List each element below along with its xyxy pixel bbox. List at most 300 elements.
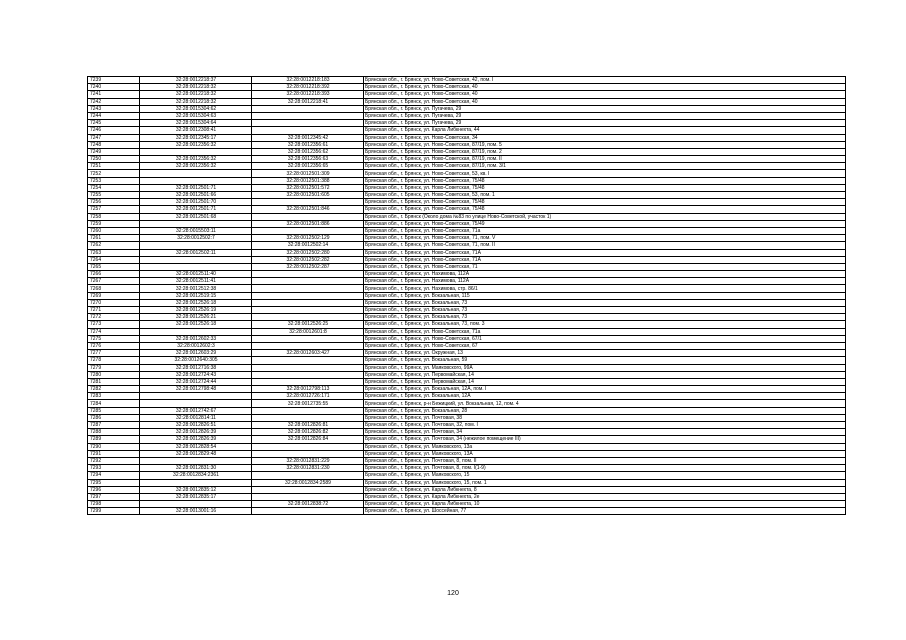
table-row: [88, 342, 846, 349]
table-row: [88, 278, 846, 285]
parcel-cadastral-number-cell: [140, 263, 252, 270]
table-row: [88, 285, 846, 292]
table-row: [88, 263, 846, 270]
table-row: [88, 192, 846, 199]
table-row: [88, 350, 846, 357]
parcel-cadastral-number-cell: 32:28:0012356:32: [140, 163, 252, 170]
row-number-cell: 7250: [88, 156, 140, 163]
table-row: [88, 141, 846, 148]
row-number-cell: 7252: [88, 170, 140, 177]
object-cadastral-number-cell: 32:28:0012603:427: [252, 350, 364, 357]
parcel-cadastral-number-cell: 32:28:0012502:7: [140, 235, 252, 242]
row-number-cell: 7290: [88, 443, 140, 450]
address-cell: Брянская обл., г. Брянск, ул. Первомайская, 14: [364, 378, 846, 385]
object-cadastral-number-cell: 32:28:0012834:2589: [252, 479, 364, 486]
parcel-cadastral-number-cell: 32:28:0015304:64: [140, 120, 252, 127]
address-cell: Брянская обл., г. Брянск, ул. Почтовая, 38: [364, 414, 846, 421]
parcel-cadastral-number-cell: [140, 148, 252, 155]
row-number-cell: 7297: [88, 493, 140, 500]
parcel-cadastral-number-cell: 32:28:0013001:16: [140, 508, 252, 515]
object-cadastral-number-cell: [252, 378, 364, 385]
row-number-cell: 7267: [88, 278, 140, 285]
row-number-cell: 7255: [88, 192, 140, 199]
row-number-cell: 7270: [88, 299, 140, 306]
address-cell: Брянская обл., г. Брянск, ул. Маяковского, 15, пом. 1: [364, 479, 846, 486]
address-cell: Брянская обл., г. Брянск, ул. Вокзальная, 28: [364, 407, 846, 414]
table-row: [88, 220, 846, 227]
parcel-cadastral-number-cell: 32:28:0012218:32: [140, 98, 252, 105]
parcel-cadastral-number-cell: 32:28:0012502:11: [140, 249, 252, 256]
object-cadastral-number-cell: 32:28:0012501:309: [252, 170, 364, 177]
row-number-cell: 7274: [88, 328, 140, 335]
table-row: [88, 335, 846, 342]
table-row: [88, 508, 846, 515]
address-cell: Брянская обл., г. Брянск, ул. Ново-Советская, 40: [364, 98, 846, 105]
object-cadastral-number-cell: 32:28:0012526:25: [252, 321, 364, 328]
table-row: [88, 170, 846, 177]
row-number-cell: 7294: [88, 472, 140, 479]
object-cadastral-number-cell: 32:28:0012218:183: [252, 77, 364, 84]
address-cell: Брянская обл., г. Брянск, ул. Ново-Советская, 75/49: [364, 220, 846, 227]
object-cadastral-number-cell: [252, 112, 364, 119]
parcel-cadastral-number-cell: 32:28:0012519:15: [140, 292, 252, 299]
table-row: [88, 184, 846, 191]
object-cadastral-number-cell: 32:28:0012502:129: [252, 235, 364, 242]
parcel-cadastral-number-cell: 32:28:0012526:21: [140, 314, 252, 321]
parcel-cadastral-number-cell: 32:28:0015304:62: [140, 105, 252, 112]
address-cell: Брянская обл., г. Брянск, ул. Карла Либкнехта, 44: [364, 127, 846, 134]
address-cell: Брянская обл., г. Брянск, ул. Ново-Советская, 71А: [364, 249, 846, 256]
table-row: [88, 407, 846, 414]
object-cadastral-number-cell: 32:28:0012218:393: [252, 91, 364, 98]
address-cell: Брянская обл., г. Брянск, ул. Почтовая, 32, пом. I: [364, 422, 846, 429]
table-row: [88, 371, 846, 378]
row-number-cell: 7259: [88, 220, 140, 227]
address-cell: Брянская обл., г. Брянск, ул. Первомайская, 14: [364, 371, 846, 378]
address-cell: Брянская обл., г. Брянск, ул. Почтовая, 34 (нежилое помещение III): [364, 436, 846, 443]
row-number-cell: 7256: [88, 199, 140, 206]
parcel-cadastral-number-cell: [140, 501, 252, 508]
row-number-cell: 7295: [88, 479, 140, 486]
table-row: [88, 321, 846, 328]
address-cell: Брянская обл., г. Брянск, ул. Ново-Советская, 34: [364, 134, 846, 141]
parcel-cadastral-number-cell: 32:28:0012828:54: [140, 443, 252, 450]
table-row: [88, 393, 846, 400]
object-cadastral-number-cell: 32:28:0012826:81: [252, 422, 364, 429]
object-cadastral-number-cell: [252, 335, 364, 342]
row-number-cell: 7254: [88, 184, 140, 191]
row-number-cell: 7263: [88, 249, 140, 256]
address-cell: Брянская обл., г. Брянск, ул. Ново-Советская, 87/19, пом. 2: [364, 148, 846, 155]
table-row: [88, 156, 846, 163]
object-cadastral-number-cell: 32:28:0012501:605: [252, 192, 364, 199]
table-row: [88, 443, 846, 450]
object-cadastral-number-cell: 32:28:0012501:572: [252, 184, 364, 191]
parcel-cadastral-number-cell: 32:28:0012526:19: [140, 307, 252, 314]
row-number-cell: 7240: [88, 84, 140, 91]
parcel-cadastral-number-cell: 32:28:0012602:3: [140, 342, 252, 349]
parcel-cadastral-number-cell: [140, 328, 252, 335]
parcel-cadastral-number-cell: 32:28:0012512:38: [140, 285, 252, 292]
address-cell: Брянская обл., г. Брянск, ул. Вокзальная, 73: [364, 299, 846, 306]
parcel-cadastral-number-cell: 32:28:0012218:32: [140, 84, 252, 91]
table-row: [88, 314, 846, 321]
row-number-cell: 7248: [88, 141, 140, 148]
address-cell: Брянская обл., г. Брянск, ул. Ново-Советская, 67/1: [364, 335, 846, 342]
table-row: [88, 163, 846, 170]
address-cell: Брянская обл., г. Брянск, ул. Нахимова, 112А: [364, 271, 846, 278]
parcel-cadastral-number-cell: 32:28:0012501:68: [140, 213, 252, 220]
registry-table: [87, 76, 846, 515]
address-cell: Брянская обл., г. Брянск, ул. Маяковского, 13а: [364, 443, 846, 450]
parcel-cadastral-number-cell: 32:28:0015503:11: [140, 227, 252, 234]
row-number-cell: 7251: [88, 163, 140, 170]
object-cadastral-number-cell: [252, 285, 364, 292]
parcel-cadastral-number-cell: 32:28:0012345:17: [140, 134, 252, 141]
parcel-cadastral-number-cell: [140, 256, 252, 263]
object-cadastral-number-cell: 32:28:0012798:113: [252, 386, 364, 393]
parcel-cadastral-number-cell: 32:28:0012218:37: [140, 77, 252, 84]
address-cell: Брянская обл., г. Брянск, ул. Вокзальная, 73: [364, 307, 846, 314]
table-row: [88, 77, 846, 84]
parcel-cadastral-number-cell: 32:28:0012826:39: [140, 436, 252, 443]
parcel-cadastral-number-cell: [140, 393, 252, 400]
row-number-cell: 7285: [88, 407, 140, 414]
row-number-cell: 7241: [88, 91, 140, 98]
parcel-cadastral-number-cell: 32:28:0012814:11: [140, 414, 252, 421]
row-number-cell: 7273: [88, 321, 140, 328]
table-row: [88, 235, 846, 242]
table-row: [88, 400, 846, 407]
object-cadastral-number-cell: [252, 227, 364, 234]
object-cadastral-number-cell: 32:28:0012502:287: [252, 263, 364, 270]
row-number-cell: 7282: [88, 386, 140, 393]
row-number-cell: 7253: [88, 177, 140, 184]
object-cadastral-number-cell: 32:28:0012826:84: [252, 436, 364, 443]
object-cadastral-number-cell: 32:28:0012726:171: [252, 393, 364, 400]
row-number-cell: 7277: [88, 350, 140, 357]
parcel-cadastral-number-cell: 32:28:0012829:48: [140, 450, 252, 457]
object-cadastral-number-cell: [252, 314, 364, 321]
address-cell: Брянская обл., г. Брянск, ул. Ново-Советская, 87/19, пом. 3/1: [364, 163, 846, 170]
address-cell: Брянская обл., г. Брянск, ул. Вокзальная, 59: [364, 357, 846, 364]
address-cell: Брянская обл., г. Брянск, ул. Ново-Советская, 75/48: [364, 184, 846, 191]
object-cadastral-number-cell: 32:28:0012831:230: [252, 465, 364, 472]
object-cadastral-number-cell: 32:28:0012502:14: [252, 242, 364, 249]
parcel-cadastral-number-cell: 32:28:0012603:29: [140, 350, 252, 357]
object-cadastral-number-cell: [252, 278, 364, 285]
address-cell: Брянская обл., г. Брянск, ул. Почтовая, 34: [364, 429, 846, 436]
row-number-cell: 7288: [88, 429, 140, 436]
object-cadastral-number-cell: 32:28:0012345:42: [252, 134, 364, 141]
row-number-cell: 7291: [88, 450, 140, 457]
object-cadastral-number-cell: 32:28:0012218:392: [252, 84, 364, 91]
address-cell: Брянская обл., г. Брянск, ул. Ново-Советская, 71а: [364, 328, 846, 335]
row-number-cell: 7292: [88, 457, 140, 464]
row-number-cell: 7265: [88, 263, 140, 270]
row-number-cell: 7296: [88, 486, 140, 493]
parcel-cadastral-number-cell: 32:28:0012218:32: [140, 91, 252, 98]
row-number-cell: 7258: [88, 213, 140, 220]
table-row: [88, 84, 846, 91]
parcel-cadastral-number-cell: 32:28:0012798:48: [140, 386, 252, 393]
object-cadastral-number-cell: 32:28:0012356:61: [252, 141, 364, 148]
address-cell: Брянская обл., г. Брянск, ул. Ново-Советская, 75/48: [364, 206, 846, 213]
address-cell: Брянская обл., г. Брянск, ул. Почтовая, 8, пом. II: [364, 457, 846, 464]
address-cell: Брянская обл., г. Брянск, ул. Ново-Советская, 87/19, пом. 5: [364, 141, 846, 148]
table-row: [88, 364, 846, 371]
object-cadastral-number-cell: 32:28:0012601:8: [252, 328, 364, 335]
parcel-cadastral-number-cell: 32:28:0012501:71: [140, 184, 252, 191]
parcel-cadastral-number-cell: 32:28:0012834:2361: [140, 472, 252, 479]
row-number-cell: 7268: [88, 285, 140, 292]
object-cadastral-number-cell: [252, 213, 364, 220]
table-row: [88, 501, 846, 508]
object-cadastral-number-cell: [252, 307, 364, 314]
object-cadastral-number-cell: [252, 292, 364, 299]
row-number-cell: 7266: [88, 271, 140, 278]
address-cell: Брянская обл., г. Брянск, ул. Шоссейная, 77: [364, 508, 846, 515]
parcel-cadastral-number-cell: 32:28:0012501:66: [140, 192, 252, 199]
parcel-cadastral-number-cell: 32:28:0015304:63: [140, 112, 252, 119]
table-row: [88, 206, 846, 213]
object-cadastral-number-cell: 32:28:0012356:62: [252, 148, 364, 155]
address-cell: Брянская обл., г. Брянск, ул. Карла Либкнехта, 10: [364, 501, 846, 508]
table-row: [88, 493, 846, 500]
row-number-cell: 7281: [88, 378, 140, 385]
parcel-cadastral-number-cell: 32:28:0012602:33: [140, 335, 252, 342]
address-cell: Брянская обл., г. Брянск, ул. Маяковского, 13А: [364, 450, 846, 457]
row-number-cell: 7289: [88, 436, 140, 443]
table-row: [88, 450, 846, 457]
row-number-cell: 7284: [88, 400, 140, 407]
row-number-cell: 7257: [88, 206, 140, 213]
row-number-cell: 7287: [88, 422, 140, 429]
object-cadastral-number-cell: [252, 407, 364, 414]
address-cell: Брянская обл., г. Брянск, ул. Карла Либкнехта, 2е: [364, 493, 846, 500]
row-number-cell: 7264: [88, 256, 140, 263]
address-cell: Брянская обл., г. Брянск, ул. Почтовая, 8, пом. I(1-9): [364, 465, 846, 472]
object-cadastral-number-cell: 32:28:0012831:229: [252, 457, 364, 464]
row-number-cell: 7261: [88, 235, 140, 242]
address-cell: Брянская обл., г. Брянск, ул. Ново-Советская, 71А: [364, 256, 846, 263]
address-cell: Брянская обл., г. Брянск, ул. Ново-Советская, 87/19, пом. II: [364, 156, 846, 163]
object-cadastral-number-cell: 32:28:0012501:846: [252, 206, 364, 213]
row-number-cell: 7247: [88, 134, 140, 141]
address-cell: Брянская обл., г. Брянск, ул. Ново-Советская, 71, пом. V: [364, 235, 846, 242]
object-cadastral-number-cell: [252, 450, 364, 457]
row-number-cell: 7286: [88, 414, 140, 421]
row-number-cell: 7262: [88, 242, 140, 249]
table-row: [88, 328, 846, 335]
parcel-cadastral-number-cell: 32:28:0012526:18: [140, 321, 252, 328]
parcel-cadastral-number-cell: 32:28:0012308:41: [140, 127, 252, 134]
object-cadastral-number-cell: 32:28:0012501:388: [252, 177, 364, 184]
table-row: [88, 120, 846, 127]
parcel-cadastral-number-cell: 32:28:0012356:32: [140, 156, 252, 163]
table-row: [88, 422, 846, 429]
parcel-cadastral-number-cell: 32:28:0012724:44: [140, 378, 252, 385]
parcel-cadastral-number-cell: 32:28:0012724:43: [140, 371, 252, 378]
row-number-cell: 7271: [88, 307, 140, 314]
object-cadastral-number-cell: 32:28:0012502:282: [252, 256, 364, 263]
parcel-cadastral-number-cell: 32:28:0012501:71: [140, 206, 252, 213]
parcel-cadastral-number-cell: 32:28:0012511:40: [140, 271, 252, 278]
address-cell: Брянская обл., г. Брянск, ул. Маяковского, 99А: [364, 364, 846, 371]
row-number-cell: 7269: [88, 292, 140, 299]
address-cell: Брянская обл., г. Брянск, ул. Пугачева, 29: [364, 120, 846, 127]
parcel-cadastral-number-cell: 32:28:0012831:30: [140, 465, 252, 472]
table-row: [88, 292, 846, 299]
object-cadastral-number-cell: [252, 472, 364, 479]
object-cadastral-number-cell: [252, 371, 364, 378]
object-cadastral-number-cell: [252, 271, 364, 278]
table-row: [88, 227, 846, 234]
address-cell: Брянская обл., г. Брянск, ул. Маяковского, 15: [364, 472, 846, 479]
row-number-cell: 7275: [88, 335, 140, 342]
address-cell: Брянская обл., г. Брянск, ул. Ново-Советская, 75/48: [364, 177, 846, 184]
object-cadastral-number-cell: [252, 486, 364, 493]
address-cell: Брянская обл., г. Брянск, ул. Вокзальная, 73, пом. 3: [364, 321, 846, 328]
table-row: [88, 112, 846, 119]
table-row: [88, 148, 846, 155]
table-row: [88, 134, 846, 141]
address-cell: Брянская обл., г. Брянск, ул. Ново-Советская, 42, пом. I: [364, 77, 846, 84]
object-cadastral-number-cell: [252, 105, 364, 112]
table-row: [88, 357, 846, 364]
table-row: [88, 177, 846, 184]
address-cell: Брянская обл., г. Брянск, ул. Ново-Советская, 53, пом. 1: [364, 192, 846, 199]
object-cadastral-number-cell: [252, 443, 364, 450]
parcel-cadastral-number-cell: 32:28:0012356:32: [140, 141, 252, 148]
table-row: [88, 378, 846, 385]
table-row: [88, 199, 846, 206]
object-cadastral-number-cell: 32:28:0012826:82: [252, 429, 364, 436]
page-number: 120: [447, 590, 459, 597]
table-row: [88, 271, 846, 278]
object-cadastral-number-cell: 32:28:0012735:55: [252, 400, 364, 407]
address-cell: Брянская обл., г. Брянск, ул. Вокзальная, 12А: [364, 393, 846, 400]
table-row: [88, 213, 846, 220]
table-row: [88, 98, 846, 105]
object-cadastral-number-cell: 32:28:0012356:63: [252, 156, 364, 163]
row-number-cell: 7293: [88, 465, 140, 472]
address-cell: Брянская обл., г. Брянск, ул. Ново-Советская, 40: [364, 84, 846, 91]
parcel-cadastral-number-cell: [140, 457, 252, 464]
object-cadastral-number-cell: [252, 493, 364, 500]
row-number-cell: 7280: [88, 371, 140, 378]
address-cell: Брянская обл., г. Брянск, ул. Нахимова, стр. 86/1: [364, 285, 846, 292]
registry-table-body: [88, 77, 846, 515]
row-number-cell: 7279: [88, 364, 140, 371]
row-number-cell: 7299: [88, 508, 140, 515]
row-number-cell: 7298: [88, 501, 140, 508]
parcel-cadastral-number-cell: 32:28:0012640:305: [140, 357, 252, 364]
object-cadastral-number-cell: [252, 299, 364, 306]
row-number-cell: 7272: [88, 314, 140, 321]
address-cell: Брянская обл., г. Брянск, ул. Ново-Советская, 40: [364, 91, 846, 98]
address-cell: Брянская обл., г. Брянск, ул. Окружная, 13: [364, 350, 846, 357]
address-cell: Брянская обл., г. Брянск (Около дома №83 по улице Ново-Советской, участок 1): [364, 213, 846, 220]
object-cadastral-number-cell: 32:28:0012838:72: [252, 501, 364, 508]
parcel-cadastral-number-cell: 32:28:0012501:70: [140, 199, 252, 206]
row-number-cell: 7239: [88, 77, 140, 84]
address-cell: Брянская обл., г. Брянск, ул. Карла Либкнехта, 8: [364, 486, 846, 493]
row-number-cell: 7244: [88, 112, 140, 119]
object-cadastral-number-cell: [252, 414, 364, 421]
address-cell: Брянская обл., г. Брянск, ул. Пугачева, 29: [364, 112, 846, 119]
object-cadastral-number-cell: [252, 342, 364, 349]
row-number-cell: 7283: [88, 393, 140, 400]
table-row: [88, 479, 846, 486]
row-number-cell: 7245: [88, 120, 140, 127]
table-row: [88, 436, 846, 443]
row-number-cell: 7243: [88, 105, 140, 112]
address-cell: Брянская обл., г. Брянск, ул. Вокзальная, 73: [364, 314, 846, 321]
table-row: [88, 414, 846, 421]
address-cell: Брянская обл., г. Брянск, ул. Ново-Советская, 71а: [364, 227, 846, 234]
row-number-cell: 7242: [88, 98, 140, 105]
parcel-cadastral-number-cell: 32:28:0012826:39: [140, 429, 252, 436]
object-cadastral-number-cell: [252, 508, 364, 515]
table-row: [88, 242, 846, 249]
table-row: [88, 127, 846, 134]
object-cadastral-number-cell: 32:28:0012356:65: [252, 163, 364, 170]
object-cadastral-number-cell: [252, 127, 364, 134]
object-cadastral-number-cell: 32:28:0012501:886: [252, 220, 364, 227]
object-cadastral-number-cell: 32:28:0012502:280: [252, 249, 364, 256]
parcel-cadastral-number-cell: 32:28:0012526:18: [140, 299, 252, 306]
table-row: [88, 256, 846, 263]
parcel-cadastral-number-cell: [140, 242, 252, 249]
object-cadastral-number-cell: 32:28:0012218:41: [252, 98, 364, 105]
address-cell: Брянская обл., г. Брянск, ул. Ново-Советская, 53, кв. I: [364, 170, 846, 177]
parcel-cadastral-number-cell: [140, 177, 252, 184]
parcel-cadastral-number-cell: 32:28:0012716:38: [140, 364, 252, 371]
table-row: [88, 465, 846, 472]
address-cell: Брянская обл., г. Брянск, ул. Ново-Советская, 71: [364, 263, 846, 270]
row-number-cell: 7278: [88, 357, 140, 364]
table-row: [88, 299, 846, 306]
address-cell: Брянская обл., г. Брянск, ул. Вокзальная, 115: [364, 292, 846, 299]
table-row: [88, 486, 846, 493]
table-row: [88, 91, 846, 98]
table-row: [88, 105, 846, 112]
parcel-cadastral-number-cell: 32:28:0012511:41: [140, 278, 252, 285]
object-cadastral-number-cell: [252, 357, 364, 364]
parcel-cadastral-number-cell: 32:28:0012835:12: [140, 486, 252, 493]
row-number-cell: 7246: [88, 127, 140, 134]
table-row: [88, 429, 846, 436]
parcel-cadastral-number-cell: [140, 170, 252, 177]
table-row: [88, 457, 846, 464]
parcel-cadastral-number-cell: 32:28:0012742:67: [140, 407, 252, 414]
object-cadastral-number-cell: [252, 199, 364, 206]
address-cell: Брянская обл., г. Брянск, ул. Ново-Советская, 71, пом. II: [364, 242, 846, 249]
parcel-cadastral-number-cell: [140, 220, 252, 227]
row-number-cell: 7260: [88, 227, 140, 234]
table-row: [88, 249, 846, 256]
parcel-cadastral-number-cell: [140, 400, 252, 407]
parcel-cadastral-number-cell: [140, 479, 252, 486]
address-cell: Брянская обл., г. Брянск, ул. Ново-Советская, 75/48: [364, 199, 846, 206]
address-cell: Брянская обл., г. Брянск, ул. Нахимова, 112А: [364, 278, 846, 285]
table-row: [88, 472, 846, 479]
object-cadastral-number-cell: [252, 364, 364, 371]
parcel-cadastral-number-cell: 32:28:0012826:51: [140, 422, 252, 429]
address-cell: Брянская обл., г. Брянск, ул. Вокзальная, 12А, пом. I: [364, 386, 846, 393]
address-cell: Брянская обл., г. Брянск, ул. Ново-Советская, 67: [364, 342, 846, 349]
